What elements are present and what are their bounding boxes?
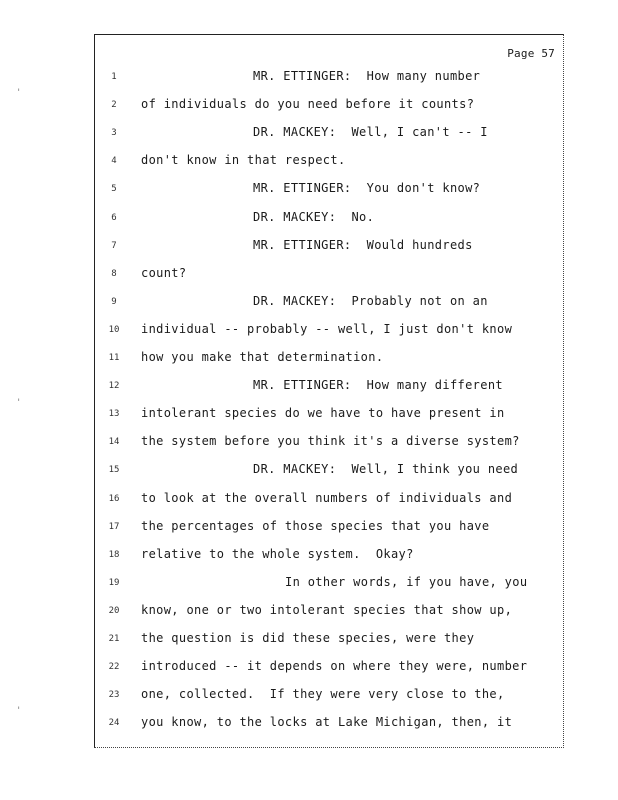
- line-number: 21: [108, 634, 120, 644]
- transcript-line: [95, 603, 565, 623]
- line-text: you know, to the locks at Lake Michigan, then, it: [141, 715, 513, 730]
- line-number: 7: [111, 240, 117, 251]
- line-number: 16: [108, 493, 120, 504]
- margin-mark-bottom: ': [16, 706, 22, 716]
- line-text: the percentages of those species that you have: [141, 518, 490, 533]
- page-number: Page 57: [507, 47, 555, 60]
- line-number: 10: [108, 324, 120, 335]
- line-text: DR. MACKEY: Probably not on an: [253, 293, 488, 308]
- transcript-line: [95, 406, 565, 426]
- transcript-line: [95, 210, 565, 230]
- transcript-line: [95, 659, 565, 679]
- margin-mark-middle: ': [16, 398, 22, 408]
- line-text: intolerant species do we have to have present in: [141, 406, 505, 421]
- line-number: 4: [111, 156, 117, 167]
- transcript-line: [95, 181, 565, 201]
- transcript-line: [95, 350, 565, 370]
- line-text: the system before you think it's a diverse system?: [141, 434, 520, 449]
- transcript-line: [95, 491, 565, 511]
- line-text: MR. ETTINGER: How many number: [253, 69, 481, 83]
- transcript-line: [95, 153, 565, 173]
- line-number: 15: [108, 465, 120, 476]
- transcript-line: [95, 266, 565, 286]
- line-text: the question is did these species, were they: [141, 631, 475, 645]
- line-text: introduced -- it depends on where they were, number: [141, 659, 528, 674]
- line-text: MR. ETTINGER: How many different: [253, 378, 503, 393]
- line-text: count?: [141, 265, 187, 280]
- line-number: 24: [108, 718, 120, 729]
- line-number: 6: [111, 212, 117, 223]
- line-text: don't know in that respect.: [141, 153, 346, 168]
- transcript-line: [95, 547, 565, 567]
- transcript-line: [95, 125, 565, 145]
- line-number: 23: [108, 690, 120, 701]
- transcript-page: [94, 34, 564, 748]
- transcript-line: [95, 97, 565, 117]
- transcript-line: [95, 238, 565, 258]
- line-text: DR. MACKEY: Well, I can't -- I: [253, 125, 488, 140]
- transcript-line: [95, 462, 565, 482]
- line-number: 19: [108, 577, 120, 588]
- line-number: 9: [111, 296, 117, 307]
- line-text: DR. MACKEY: No.: [253, 209, 375, 224]
- line-text: to look at the overall numbers of individuals and: [141, 490, 513, 505]
- line-text: individual -- probably -- well, I just don't know: [141, 321, 513, 336]
- line-text: MR. ETTINGER: You don't know?: [253, 181, 481, 196]
- transcript-line: [95, 575, 565, 595]
- line-number: 22: [108, 662, 120, 673]
- line-text: know, one or two intolerant species that show up,: [141, 602, 513, 617]
- transcript-line: [95, 519, 565, 539]
- line-text: MR. ETTINGER: Would hundreds: [253, 237, 473, 252]
- line-number: 14: [108, 437, 120, 448]
- transcript-line: [95, 687, 565, 707]
- line-text: In other words, if you have, you: [285, 574, 528, 589]
- line-number: 2: [111, 100, 117, 111]
- line-number: 17: [108, 521, 120, 532]
- line-number: 1: [111, 72, 117, 82]
- line-number: 18: [108, 549, 120, 560]
- line-number: 11: [108, 353, 120, 363]
- transcript-line: [95, 69, 565, 89]
- line-number: 12: [108, 381, 120, 392]
- line-text: one, collected. If they were very close to the,: [141, 687, 505, 702]
- line-number: 8: [111, 268, 117, 279]
- line-text: relative to the whole system. Okay?: [141, 546, 414, 561]
- line-number: 3: [111, 128, 117, 139]
- line-text: how you make that determination.: [141, 350, 384, 364]
- transcript-line: [95, 715, 565, 735]
- transcript-line: [95, 294, 565, 314]
- transcript-line: [95, 322, 565, 342]
- transcript-line: [95, 434, 565, 454]
- line-number: 20: [108, 605, 120, 616]
- line-number: 5: [111, 184, 117, 195]
- line-text: of individuals do you need before it counts?: [141, 97, 475, 112]
- line-number: 13: [108, 409, 120, 420]
- line-text: DR. MACKEY: Well, I think you need: [253, 462, 519, 477]
- margin-mark-top: ': [16, 88, 22, 98]
- transcript-line: [95, 378, 565, 398]
- transcript-line: [95, 631, 565, 651]
